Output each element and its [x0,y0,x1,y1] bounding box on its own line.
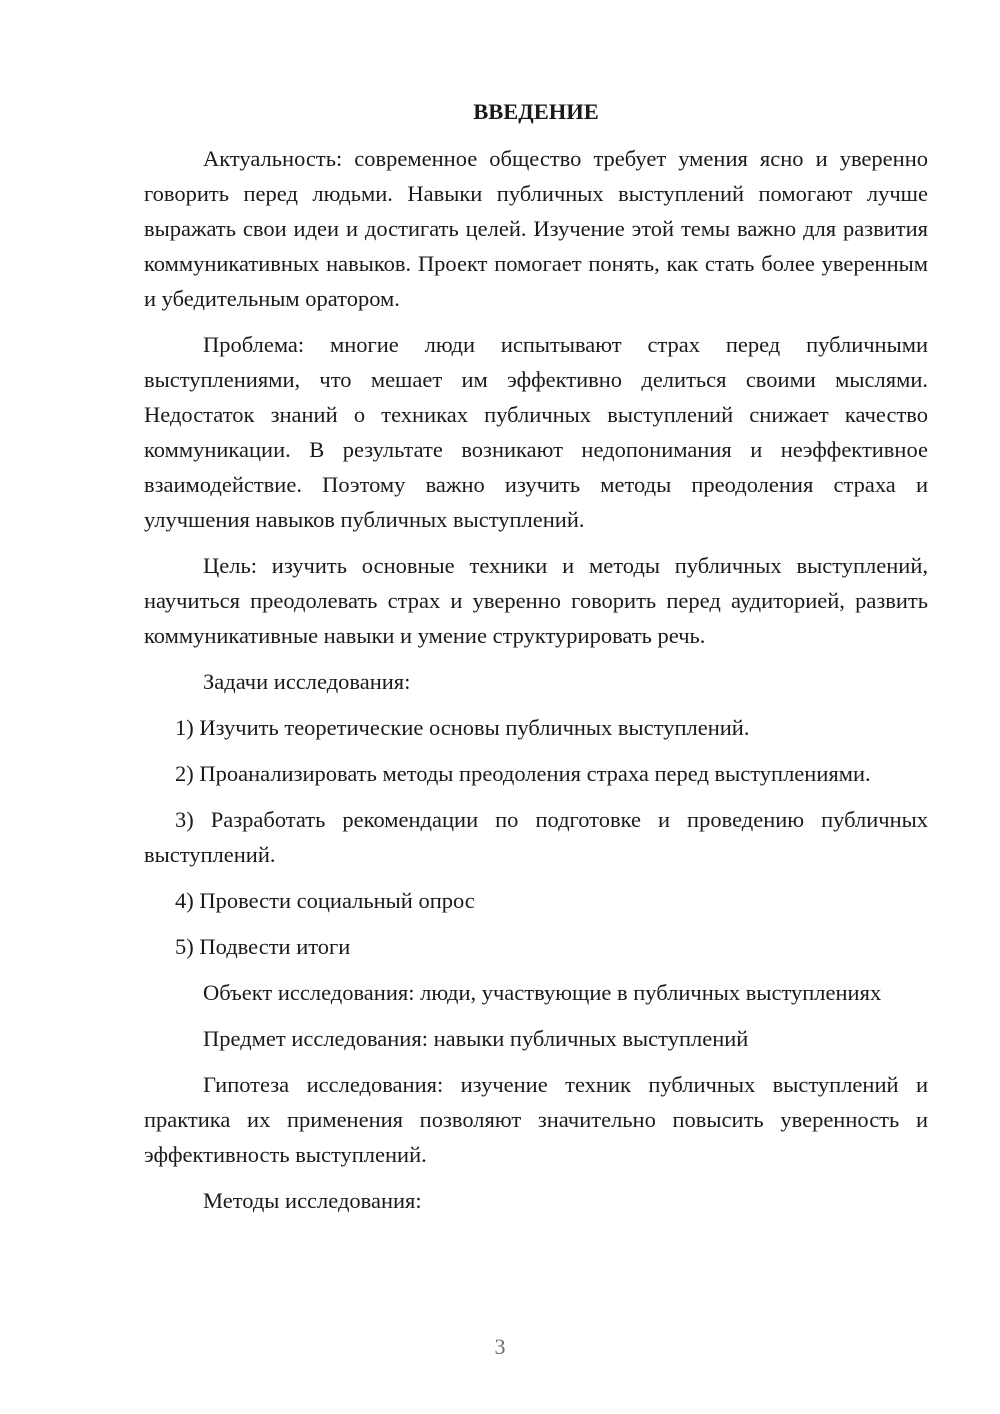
problem-paragraph: Проблема: многие люди испытывают страх перед публичными выступлениями, что мешает им эффективно делиться своими мыслями. Недостаток знаний о техниках публичных выступлений снижает качество коммуникации. В результате возникают недопонимания и неэффективное взаимодействие. Поэтому важно изучить методы преодоления страха и улучшения навыков публичных выступлений. [144,332,928,532]
methods-heading: Методы исследования: [203,1188,422,1213]
section-title: ВВЕДЕНИЕ [473,99,599,124]
relevance-paragraph: Актуальность: современное общество требует умения ясно и уверенно говорить перед людьми. Навыки публичных выступлений помогают лучше выражать свои идеи и достигать целей. Изучение этой темы важно для развития коммуникативных навыков. Проект помогает понять, как стать более уверенным и убедительным оратором. [144,146,928,311]
task-item-5: 5) Подвести итоги [175,934,351,959]
document-page [144,94,928,1229]
object-paragraph: Объект исследования: люди, участвующие в публичных выступлениях [203,980,882,1005]
page-number: 3 [494,1334,506,1359]
task-item-2: 2) Проанализировать методы преодоления страха перед выступлениями. [175,761,871,786]
subject-paragraph: Предмет исследования: навыки публичных выступлений [203,1026,749,1051]
task-item-4: 4) Провести социальный опрос [175,888,475,913]
tasks-heading: Задачи исследования: [203,669,411,694]
task-item-1: 1) Изучить теоретические основы публичных выступлений. [175,715,750,740]
hypothesis-paragraph: Гипотеза исследования: изучение техник публичных выступлений и практика их применения позволяют значительно повысить уверенность и эффективность выступлений. [144,1072,928,1167]
goal-paragraph: Цель: изучить основные техники и методы публичных выступлений, научиться преодолевать страх и уверенно говорить перед аудиторией, развить коммуникативные навыки и умение структурировать речь. [144,553,928,648]
task-item-3: 3) Разработать рекомендации по подготовке и проведению публичных выступлений. [144,807,928,867]
